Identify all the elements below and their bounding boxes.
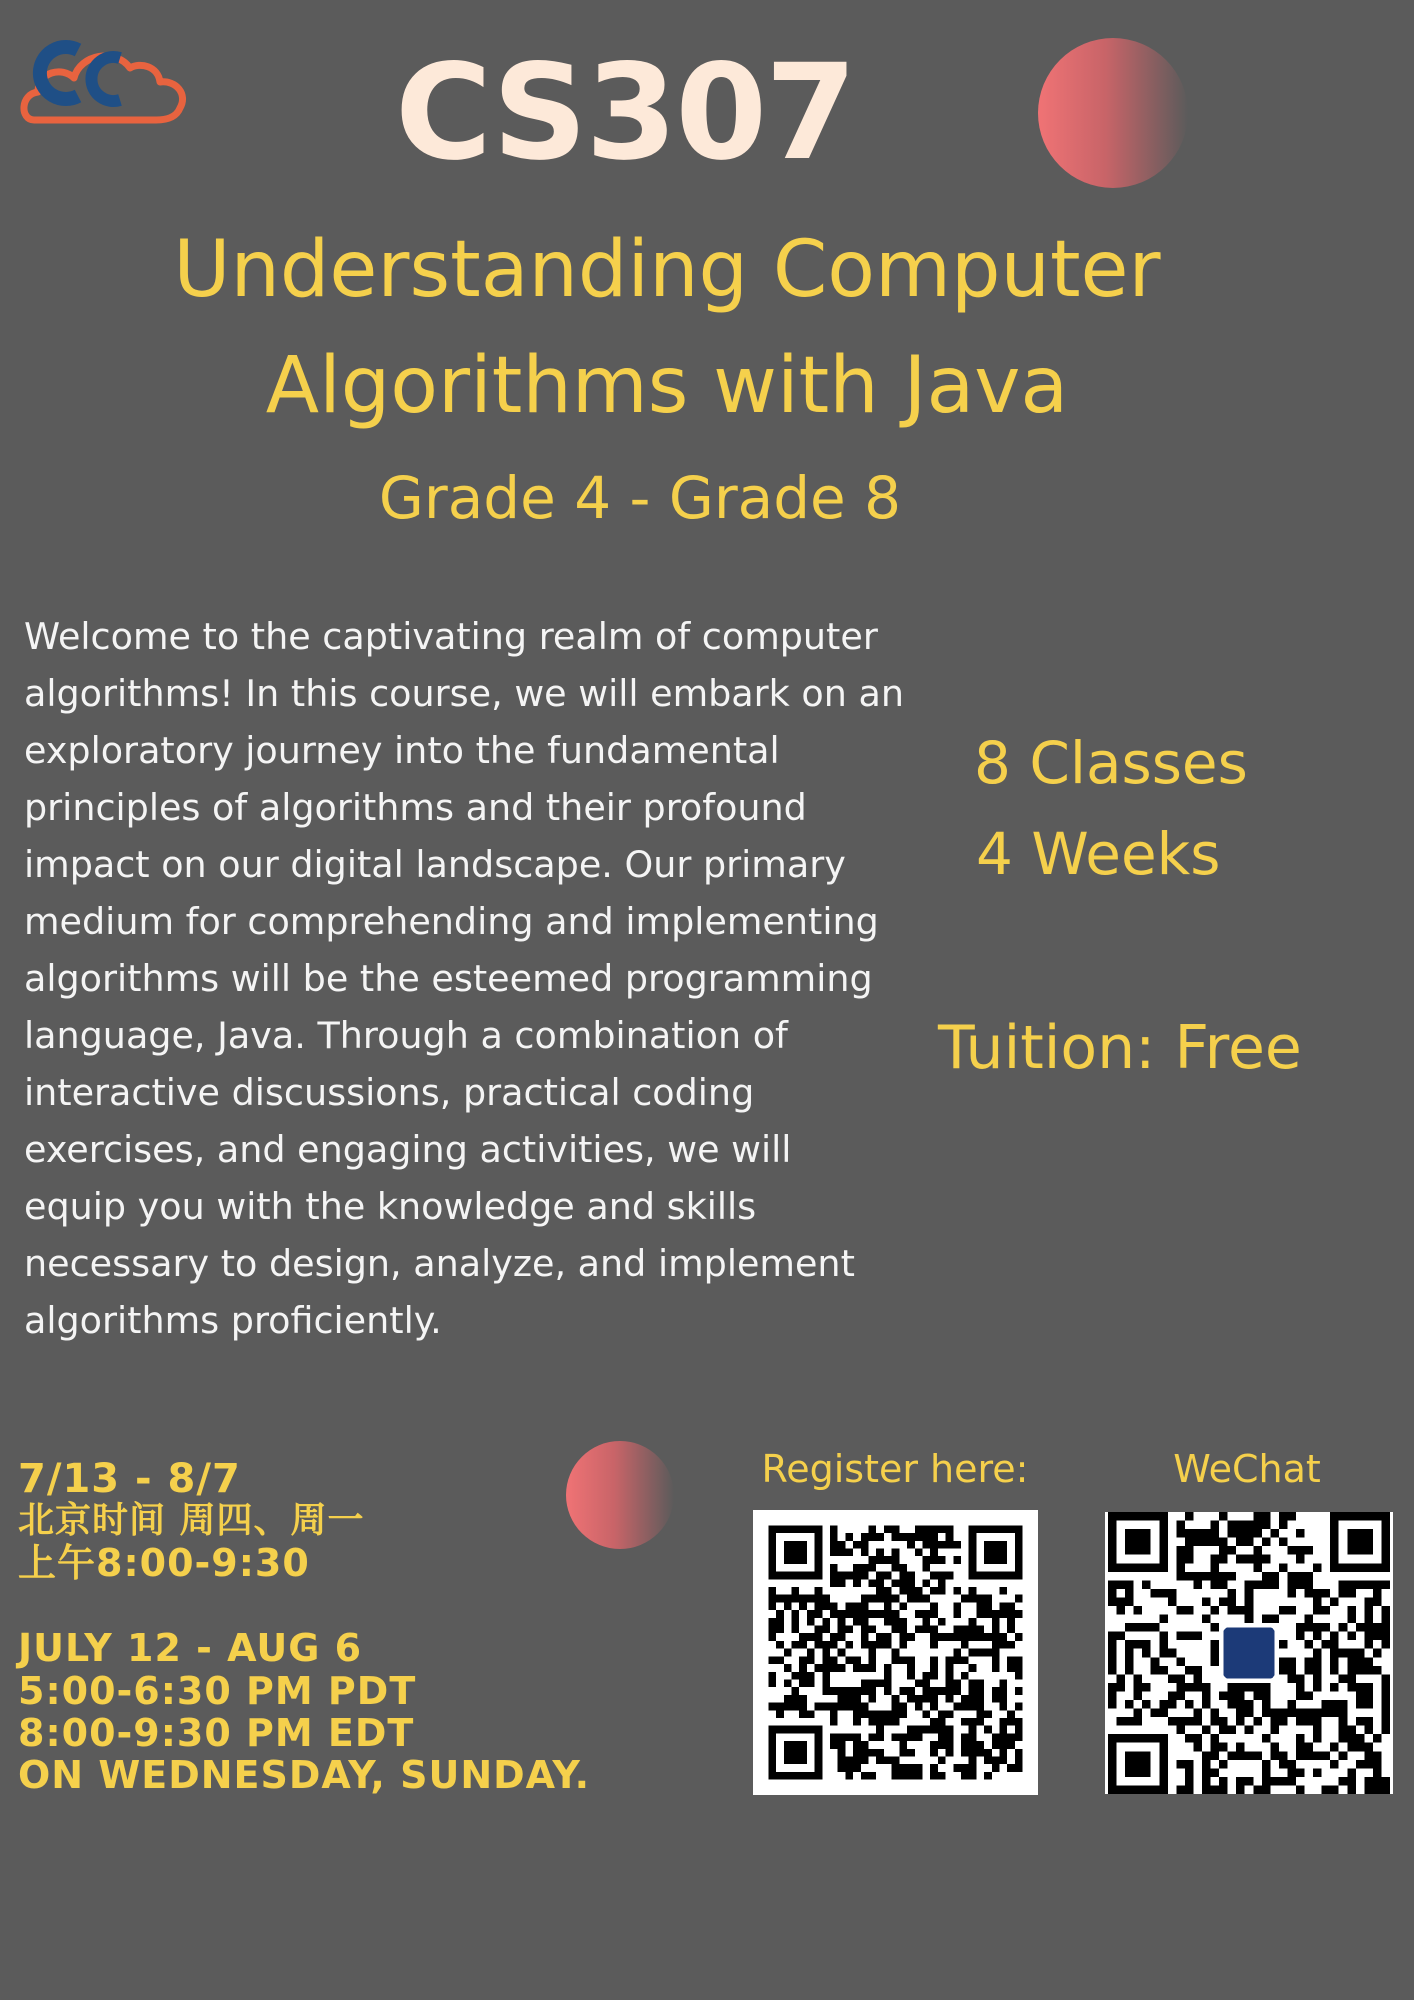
- course-code: CS307: [395, 36, 855, 190]
- course-title-line: Understanding Computer: [173, 225, 1161, 315]
- weeks-count: 4 Weeks: [976, 820, 1221, 888]
- schedule-beijing-dates: 7/13 - 8/7: [18, 1456, 241, 1502]
- wechat-label: WeChat: [1173, 1447, 1321, 1491]
- schedule-us-dates: JULY 12 - AUG 6: [18, 1626, 363, 1670]
- schedule-us-edt-time: 8:00-9:30 PM EDT: [18, 1711, 415, 1755]
- course-description: Welcome to the captivating realm of computer algorithms! In this course, we will embark on an exploratory journey into the fundamental principles of algorithms and their profound impact on our digital landscape. Our primary medium for comprehending and implementing algorithms will be the esteemed programming language, Java. Through a combination of interactive discussions, practical coding exercises, and engaging activities, we will equip you with the knowledge and skills necessary to design, analyze, and implement algorithms proficiently.: [24, 615, 904, 1342]
- schedule-beijing-days: 北京时间 周四、周一: [18, 1500, 365, 1541]
- qr-modules: [768, 1525, 1022, 1779]
- qr-center-logo: [1222, 1626, 1277, 1681]
- wechat-qr-code[interactable]: [1105, 1512, 1393, 1794]
- course-title-line: Algorithms with Java: [265, 341, 1069, 431]
- register-label: Register here:: [761, 1447, 1029, 1491]
- decorative-gradient-circle: [566, 1441, 674, 1549]
- tuition-info: Tuition: Free: [938, 1013, 1302, 1083]
- schedule-us-days: ON WEDNESDAY, SUNDAY.: [18, 1753, 591, 1797]
- register-qr-code[interactable]: [753, 1510, 1038, 1795]
- grade-range: Grade 4 - Grade 8: [378, 464, 902, 532]
- schedule-us-pdt-time: 5:00-6:30 PM PDT: [18, 1669, 417, 1713]
- classes-count: 8 Classes: [974, 729, 1248, 797]
- schedule-beijing-time: 上午8:00-9:30: [18, 1541, 310, 1585]
- course-title: [0, 212, 1334, 444]
